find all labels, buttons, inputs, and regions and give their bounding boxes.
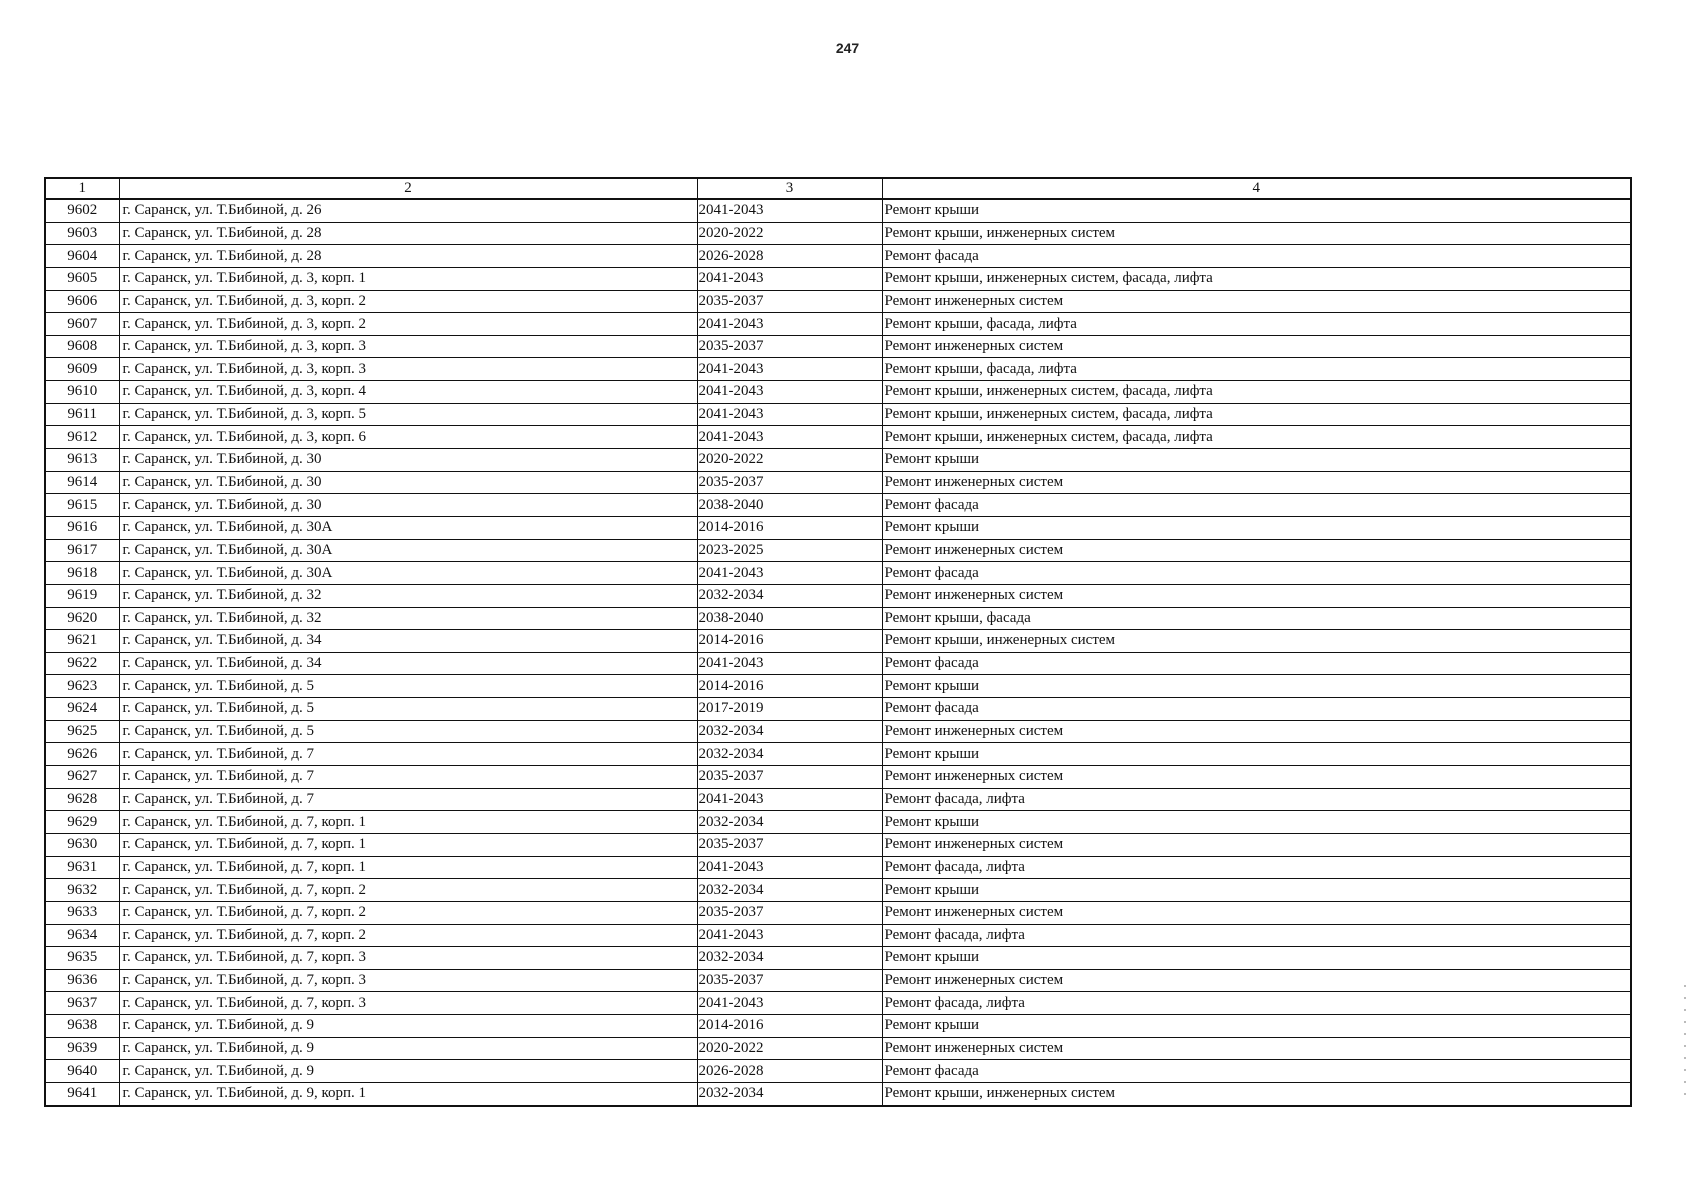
table-row — [45, 630, 1631, 653]
row-period: 2035-2037 — [697, 766, 882, 789]
row-number: 9612 — [45, 426, 119, 449]
row-address: г. Саранск, ул. Т.Бибиной, д. 32 — [119, 584, 697, 607]
row-number: 9604 — [45, 245, 119, 268]
column-header-2: 2 — [119, 178, 697, 199]
row-address: г. Саранск, ул. Т.Бибиной, д. 5 — [119, 675, 697, 698]
row-address: г. Саранск, ул. Т.Бибиной, д. 7, корп. 3 — [119, 947, 697, 970]
row-work-type: Ремонт фасада — [882, 494, 1631, 517]
table-row — [45, 969, 1631, 992]
row-address: г. Саранск, ул. Т.Бибиной, д. 9 — [119, 1060, 697, 1083]
row-work-type: Ремонт крыши — [882, 516, 1631, 539]
row-period: 2032-2034 — [697, 879, 882, 902]
row-period: 2035-2037 — [697, 833, 882, 856]
row-number: 9620 — [45, 607, 119, 630]
row-address: г. Саранск, ул. Т.Бибиной, д. 7 — [119, 788, 697, 811]
row-address: г. Саранск, ул. Т.Бибиной, д. 3, корп. 2 — [119, 290, 697, 313]
row-work-type: Ремонт крыши — [882, 675, 1631, 698]
row-work-type: Ремонт крыши — [882, 879, 1631, 902]
row-work-type: Ремонт крыши, фасада, лифта — [882, 313, 1631, 336]
row-number: 9605 — [45, 267, 119, 290]
table-row — [45, 947, 1631, 970]
row-period: 2020-2022 — [697, 222, 882, 245]
row-period: 2041-2043 — [697, 924, 882, 947]
row-number: 9640 — [45, 1060, 119, 1083]
row-work-type: Ремонт крыши, фасада, лифта — [882, 358, 1631, 381]
table-row — [45, 516, 1631, 539]
page-number: 247 — [835, 40, 860, 56]
row-number: 9638 — [45, 1015, 119, 1038]
row-period: 2035-2037 — [697, 290, 882, 313]
table-row — [45, 449, 1631, 472]
row-address: г. Саранск, ул. Т.Бибиной, д. 7, корп. 2 — [119, 901, 697, 924]
row-period: 2041-2043 — [697, 992, 882, 1015]
table-row — [45, 652, 1631, 675]
table-row — [45, 992, 1631, 1015]
row-number: 9614 — [45, 471, 119, 494]
row-number: 9637 — [45, 992, 119, 1015]
row-period: 2032-2034 — [697, 1082, 882, 1105]
row-period: 2041-2043 — [697, 426, 882, 449]
table-row — [45, 607, 1631, 630]
row-number: 9636 — [45, 969, 119, 992]
row-work-type: Ремонт крыши — [882, 947, 1631, 970]
row-address: г. Саранск, ул. Т.Бибиной, д. 30А — [119, 516, 697, 539]
row-number: 9635 — [45, 947, 119, 970]
table-body — [45, 199, 1631, 1106]
table-row — [45, 426, 1631, 449]
row-number: 9611 — [45, 403, 119, 426]
row-address: г. Саранск, ул. Т.Бибиной, д. 5 — [119, 698, 697, 721]
row-work-type: Ремонт крыши, инженерных систем — [882, 222, 1631, 245]
row-work-type: Ремонт инженерных систем — [882, 766, 1631, 789]
row-address: г. Саранск, ул. Т.Бибиной, д. 9, корп. 1 — [119, 1082, 697, 1105]
table-row — [45, 245, 1631, 268]
table-row — [45, 879, 1631, 902]
row-address: г. Саранск, ул. Т.Бибиной, д. 7, корп. 2 — [119, 924, 697, 947]
table-row — [45, 403, 1631, 426]
row-number: 9606 — [45, 290, 119, 313]
row-work-type: Ремонт крыши — [882, 743, 1631, 766]
row-number: 9613 — [45, 449, 119, 472]
row-work-type: Ремонт крыши — [882, 449, 1631, 472]
row-address: г. Саранск, ул. Т.Бибиной, д. 7, корп. 1 — [119, 856, 697, 879]
row-work-type: Ремонт инженерных систем — [882, 969, 1631, 992]
row-work-type: Ремонт фасада, лифта — [882, 788, 1631, 811]
row-period: 2041-2043 — [697, 313, 882, 336]
row-number: 9630 — [45, 833, 119, 856]
table-row — [45, 924, 1631, 947]
row-address: г. Саранск, ул. Т.Бибиной, д. 3, корп. 6 — [119, 426, 697, 449]
row-number: 9619 — [45, 584, 119, 607]
row-number: 9624 — [45, 698, 119, 721]
row-work-type: Ремонт крыши, инженерных систем, фасада, лифта — [882, 426, 1631, 449]
row-address: г. Саранск, ул. Т.Бибиной, д. 32 — [119, 607, 697, 630]
row-number: 9633 — [45, 901, 119, 924]
table-row — [45, 313, 1631, 336]
table-header — [45, 178, 1631, 199]
row-number: 9622 — [45, 652, 119, 675]
row-number: 9639 — [45, 1037, 119, 1060]
row-period: 2032-2034 — [697, 811, 882, 834]
row-work-type: Ремонт инженерных систем — [882, 833, 1631, 856]
row-address: г. Саранск, ул. Т.Бибиной, д. 3, корп. 3 — [119, 335, 697, 358]
row-work-type: Ремонт инженерных систем — [882, 1037, 1631, 1060]
row-period: 2041-2043 — [697, 562, 882, 585]
row-period: 2032-2034 — [697, 584, 882, 607]
row-period: 2035-2037 — [697, 335, 882, 358]
table-row — [45, 1037, 1631, 1060]
row-address: г. Саранск, ул. Т.Бибиной, д. 9 — [119, 1037, 697, 1060]
table-row — [45, 1060, 1631, 1083]
row-period: 2023-2025 — [697, 539, 882, 562]
row-period: 2041-2043 — [697, 403, 882, 426]
row-address: г. Саранск, ул. Т.Бибиной, д. 30 — [119, 471, 697, 494]
scan-edge-marks — [1684, 985, 1686, 1095]
row-address: г. Саранск, ул. Т.Бибиной, д. 28 — [119, 245, 697, 268]
table-row — [45, 584, 1631, 607]
row-number: 9626 — [45, 743, 119, 766]
row-work-type: Ремонт фасада — [882, 698, 1631, 721]
table-row — [45, 901, 1631, 924]
row-number: 9618 — [45, 562, 119, 585]
row-address: г. Саранск, ул. Т.Бибиной, д. 3, корп. 2 — [119, 313, 697, 336]
row-work-type: Ремонт крыши, инженерных систем — [882, 630, 1631, 653]
row-work-type: Ремонт крыши, инженерных систем, фасада, лифта — [882, 267, 1631, 290]
row-period: 2041-2043 — [697, 358, 882, 381]
table-row — [45, 766, 1631, 789]
header-row — [45, 178, 1631, 199]
row-work-type: Ремонт фасада, лифта — [882, 856, 1631, 879]
table-row — [45, 335, 1631, 358]
table-row — [45, 562, 1631, 585]
row-work-type: Ремонт фасада — [882, 562, 1631, 585]
table-row — [45, 199, 1631, 222]
row-number: 9603 — [45, 222, 119, 245]
row-period: 2020-2022 — [697, 449, 882, 472]
row-address: г. Саранск, ул. Т.Бибиной, д. 7, корп. 1 — [119, 833, 697, 856]
table-row — [45, 290, 1631, 313]
row-work-type: Ремонт крыши, инженерных систем, фасада, лифта — [882, 403, 1631, 426]
row-address: г. Саранск, ул. Т.Бибиной, д. 30А — [119, 562, 697, 585]
row-work-type: Ремонт фасада — [882, 245, 1631, 268]
row-period: 2020-2022 — [697, 1037, 882, 1060]
row-address: г. Саранск, ул. Т.Бибиной, д. 7, корп. 3 — [119, 992, 697, 1015]
table-row — [45, 856, 1631, 879]
row-period: 2041-2043 — [697, 652, 882, 675]
row-address: г. Саранск, ул. Т.Бибиной, д. 34 — [119, 630, 697, 653]
row-period: 2026-2028 — [697, 1060, 882, 1083]
table-row — [45, 358, 1631, 381]
row-address: г. Саранск, ул. Т.Бибиной, д. 3, корп. 3 — [119, 358, 697, 381]
row-work-type: Ремонт фасада, лифта — [882, 924, 1631, 947]
row-number: 9607 — [45, 313, 119, 336]
column-header-1: 1 — [45, 178, 119, 199]
row-work-type: Ремонт инженерных систем — [882, 290, 1631, 313]
row-work-type: Ремонт фасада — [882, 1060, 1631, 1083]
row-address: г. Саранск, ул. Т.Бибиной, д. 34 — [119, 652, 697, 675]
row-work-type: Ремонт фасада — [882, 652, 1631, 675]
table-row — [45, 1015, 1631, 1038]
row-address: г. Саранск, ул. Т.Бибиной, д. 7 — [119, 766, 697, 789]
row-number: 9627 — [45, 766, 119, 789]
row-period: 2041-2043 — [697, 199, 882, 222]
row-work-type: Ремонт инженерных систем — [882, 471, 1631, 494]
row-period: 2041-2043 — [697, 856, 882, 879]
row-work-type: Ремонт крыши, инженерных систем — [882, 1082, 1631, 1105]
table-row — [45, 811, 1631, 834]
row-number: 9617 — [45, 539, 119, 562]
row-address: г. Саранск, ул. Т.Бибиной, д. 30 — [119, 449, 697, 472]
table-row — [45, 471, 1631, 494]
row-address: г. Саранск, ул. Т.Бибиной, д. 28 — [119, 222, 697, 245]
row-period: 2014-2016 — [697, 675, 882, 698]
row-work-type: Ремонт крыши, инженерных систем, фасада, лифта — [882, 381, 1631, 404]
row-work-type: Ремонт инженерных систем — [882, 584, 1631, 607]
row-period: 2035-2037 — [697, 969, 882, 992]
row-number: 9608 — [45, 335, 119, 358]
row-number: 9602 — [45, 199, 119, 222]
row-number: 9623 — [45, 675, 119, 698]
row-address: г. Саранск, ул. Т.Бибиной, д. 9 — [119, 1015, 697, 1038]
row-address: г. Саранск, ул. Т.Бибиной, д. 7, корп. 2 — [119, 879, 697, 902]
row-period: 2041-2043 — [697, 788, 882, 811]
row-period: 2014-2016 — [697, 630, 882, 653]
row-address: г. Саранск, ул. Т.Бибиной, д. 5 — [119, 720, 697, 743]
table-row — [45, 267, 1631, 290]
row-address: г. Саранск, ул. Т.Бибиной, д. 30 — [119, 494, 697, 517]
row-number: 9610 — [45, 381, 119, 404]
row-period: 2032-2034 — [697, 947, 882, 970]
row-address: г. Саранск, ул. Т.Бибиной, д. 7 — [119, 743, 697, 766]
row-period: 2032-2034 — [697, 720, 882, 743]
row-address: г. Саранск, ул. Т.Бибиной, д. 26 — [119, 199, 697, 222]
row-period: 2041-2043 — [697, 381, 882, 404]
table-row — [45, 381, 1631, 404]
row-period: 2038-2040 — [697, 494, 882, 517]
row-number: 9616 — [45, 516, 119, 539]
row-work-type: Ремонт крыши — [882, 811, 1631, 834]
table-row — [45, 1082, 1631, 1105]
row-address: г. Саранск, ул. Т.Бибиной, д. 3, корп. 4 — [119, 381, 697, 404]
table-row — [45, 698, 1631, 721]
column-header-3: 3 — [697, 178, 882, 199]
table-row — [45, 720, 1631, 743]
table-row — [45, 833, 1631, 856]
row-period: 2032-2034 — [697, 743, 882, 766]
row-number: 9629 — [45, 811, 119, 834]
row-number: 9631 — [45, 856, 119, 879]
row-address: г. Саранск, ул. Т.Бибиной, д. 3, корп. 5 — [119, 403, 697, 426]
capital-repair-table — [44, 177, 1632, 1107]
row-number: 9641 — [45, 1082, 119, 1105]
row-address: г. Саранск, ул. Т.Бибиной, д. 30А — [119, 539, 697, 562]
row-number: 9625 — [45, 720, 119, 743]
row-period: 2041-2043 — [697, 267, 882, 290]
row-number: 9609 — [45, 358, 119, 381]
row-address: г. Саранск, ул. Т.Бибиной, д. 7, корп. 1 — [119, 811, 697, 834]
row-address: г. Саранск, ул. Т.Бибиной, д. 7, корп. 3 — [119, 969, 697, 992]
row-work-type: Ремонт инженерных систем — [882, 335, 1631, 358]
table-row — [45, 494, 1631, 517]
table-row — [45, 539, 1631, 562]
row-period: 2026-2028 — [697, 245, 882, 268]
row-work-type: Ремонт фасада, лифта — [882, 992, 1631, 1015]
row-number: 9615 — [45, 494, 119, 517]
table-row — [45, 222, 1631, 245]
row-work-type: Ремонт инженерных систем — [882, 901, 1631, 924]
row-work-type: Ремонт крыши — [882, 1015, 1631, 1038]
column-header-4: 4 — [882, 178, 1631, 199]
row-number: 9628 — [45, 788, 119, 811]
row-period: 2035-2037 — [697, 471, 882, 494]
row-work-type: Ремонт инженерных систем — [882, 539, 1631, 562]
row-period: 2017-2019 — [697, 698, 882, 721]
table-row — [45, 743, 1631, 766]
row-period: 2014-2016 — [697, 1015, 882, 1038]
row-work-type: Ремонт крыши, фасада — [882, 607, 1631, 630]
row-period: 2014-2016 — [697, 516, 882, 539]
table-row — [45, 788, 1631, 811]
row-number: 9632 — [45, 879, 119, 902]
row-work-type: Ремонт инженерных систем — [882, 720, 1631, 743]
row-period: 2038-2040 — [697, 607, 882, 630]
row-work-type: Ремонт крыши — [882, 199, 1631, 222]
row-address: г. Саранск, ул. Т.Бибиной, д. 3, корп. 1 — [119, 267, 697, 290]
row-period: 2035-2037 — [697, 901, 882, 924]
row-number: 9634 — [45, 924, 119, 947]
table-row — [45, 675, 1631, 698]
row-number: 9621 — [45, 630, 119, 653]
